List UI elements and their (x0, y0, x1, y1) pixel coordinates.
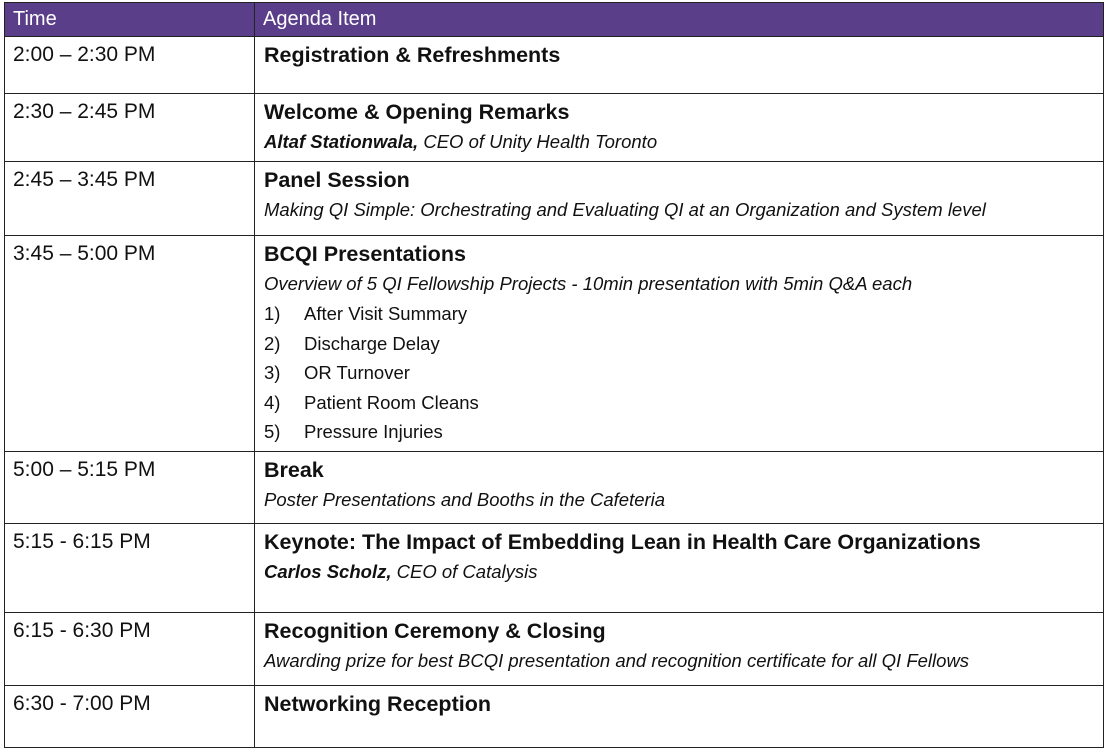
row-title: Welcome & Opening Remarks (264, 100, 570, 124)
speaker-name: Altaf Stationwala, (264, 131, 419, 152)
row-time: 2:45 – 3:45 PM (5, 162, 255, 236)
row-title: Recognition Ceremony & Closing (264, 618, 606, 643)
row-time: 6:30 - 7:00 PM (5, 685, 255, 747)
row-speaker-line (264, 126, 1095, 157)
agenda-row (5, 685, 1104, 747)
row-item (255, 94, 1104, 162)
row-item (255, 612, 1104, 685)
agenda-row (5, 612, 1104, 685)
list-item (264, 329, 1095, 359)
row-title: Keynote: The Impact of Embedding Lean in Health Care Organizations (264, 529, 981, 554)
row-time: 6:15 - 6:30 PM (5, 612, 255, 685)
agenda-row (5, 236, 1104, 452)
speaker-name: Carlos Scholz, (264, 560, 392, 582)
list-number: 4) (264, 391, 281, 413)
row-subtitle: Awarding prize for best BCQI presentation and recognition certificate for all QI Fellows (264, 649, 970, 671)
row-speaker-line (264, 556, 1095, 587)
project-list (264, 299, 1095, 447)
agenda-row (5, 451, 1104, 523)
list-item (264, 299, 1095, 329)
list-item (264, 358, 1095, 388)
list-label: Patient Room Cleans (304, 391, 479, 413)
row-subtitle: Making QI Simple: Orchestrating and Evaluating QI at an Organization and System level (264, 199, 986, 220)
agenda-row (5, 37, 1104, 94)
row-item (255, 451, 1104, 523)
list-number: 5) (264, 421, 281, 442)
header-agenda-item: Agenda Item (255, 3, 1104, 37)
header-time: Time (5, 3, 255, 37)
row-time: 2:00 – 2:30 PM (5, 37, 255, 94)
list-label: After Visit Summary (304, 303, 468, 324)
header-row (5, 3, 1104, 37)
list-label: Pressure Injuries (304, 421, 443, 442)
row-subtitle: Poster Presentations and Booths in the Cafeteria (264, 488, 666, 510)
list-item (264, 417, 1095, 447)
list-number: 2) (264, 332, 281, 354)
list-label: OR Turnover (304, 362, 410, 383)
row-time: 5:00 – 5:15 PM (5, 451, 255, 523)
agenda-row (5, 162, 1104, 236)
agenda-row (5, 523, 1104, 612)
row-time: 3:45 – 5:00 PM (5, 236, 255, 452)
row-time: 5:15 - 6:15 PM (5, 523, 255, 612)
agenda-row (5, 94, 1104, 162)
row-title: Break (264, 457, 324, 482)
list-number: 3) (264, 362, 281, 383)
row-title: Networking Reception (264, 691, 491, 716)
speaker-role: CEO of Catalysis (391, 560, 538, 582)
list-item (264, 388, 1095, 418)
list-label: Discharge Delay (304, 332, 440, 354)
row-title: BCQI Presentations (264, 242, 466, 266)
row-subtitle: Overview of 5 QI Fellowship Projects - 10min presentation with 5min Q&A each (264, 273, 913, 294)
row-item (255, 523, 1104, 612)
row-time: 2:30 – 2:45 PM (5, 94, 255, 162)
row-item (255, 236, 1104, 452)
agenda-table (4, 2, 1104, 748)
row-item (255, 685, 1104, 747)
list-number: 1) (264, 303, 281, 324)
row-title: Panel Session (264, 168, 410, 192)
row-item (255, 162, 1104, 236)
speaker-role: CEO of Unity Health Toronto (418, 131, 658, 152)
row-item (255, 37, 1104, 94)
row-title: Registration & Refreshments (264, 43, 561, 67)
